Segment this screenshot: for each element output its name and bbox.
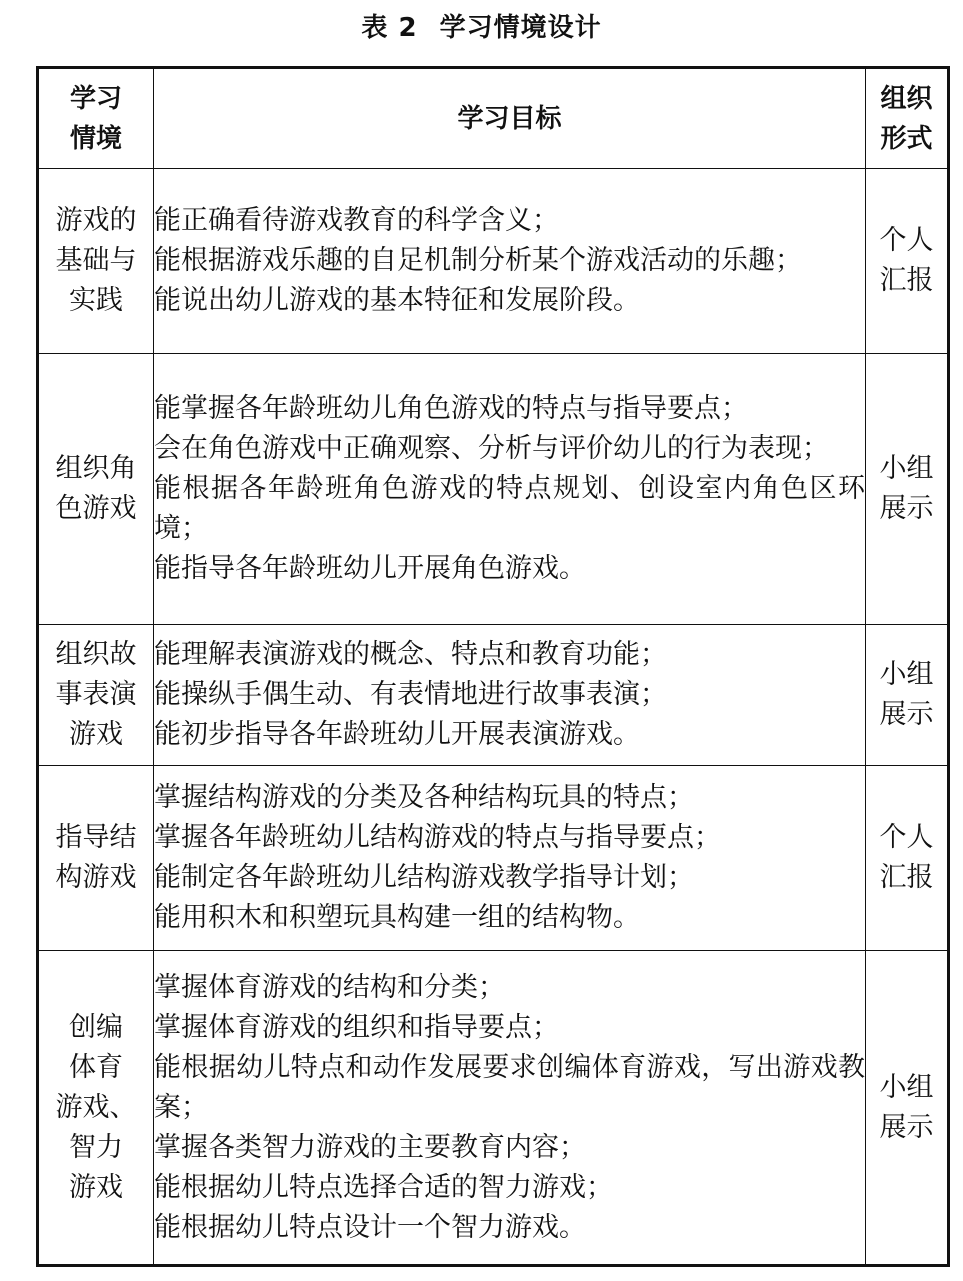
goal-item: 能正确看待游戏教育的科学含义； <box>154 205 559 236</box>
header-situation-line: 情境 <box>69 123 122 154</box>
situation-line: 事表演 <box>55 679 137 710</box>
goals-cell <box>154 951 866 1266</box>
header-form-line: 形式 <box>880 123 933 154</box>
goals-cell <box>154 766 866 951</box>
header-goals: 学习目标 <box>154 68 866 169</box>
header-situation-line: 学习 <box>69 83 122 114</box>
goal-item: 能理解表演游戏的概念、特点和教育功能； <box>154 639 667 670</box>
situation-line: 实践 <box>69 285 123 316</box>
goal-item: 能说出幼儿游戏的基本特征和发展阶段。 <box>154 285 640 316</box>
form-line: 个人 <box>879 225 934 256</box>
goal-item: 掌握各年龄班幼儿结构游戏的特点与指导要点； <box>154 822 721 853</box>
table-row <box>38 169 949 354</box>
form-cell <box>866 169 949 354</box>
form-line: 小组 <box>879 659 934 690</box>
goal-item: 能掌握各年龄班幼儿角色游戏的特点与指导要点； <box>154 393 748 424</box>
situation-line: 游戏的 <box>55 205 137 236</box>
form-cell <box>866 625 949 766</box>
table-caption <box>0 8 963 48</box>
goals-cell <box>154 354 866 625</box>
header-form <box>866 68 949 169</box>
situation-cell <box>38 951 154 1266</box>
situation-line: 游戏、 <box>55 1091 137 1123</box>
situation-line: 构游戏 <box>55 862 137 893</box>
goal-item: 会在角色游戏中正确观察、分析与评价幼儿的行为表现； <box>154 433 829 464</box>
situation-line: 基础与 <box>55 245 137 276</box>
goal-item: 能根据幼儿特点选择合适的智力游戏； <box>154 1171 613 1203</box>
table-row <box>38 766 949 951</box>
goal-item: 能用积木和积塑玩具构建一组的结构物。 <box>154 902 640 933</box>
situation-cell <box>38 354 154 625</box>
goals-cell <box>154 169 866 354</box>
situation-line: 体育 <box>69 1051 123 1083</box>
situation-line: 游戏 <box>69 1171 123 1203</box>
form-cell <box>866 951 949 1266</box>
goal-item: 能初步指导各年龄班幼儿开展表演游戏。 <box>154 719 640 750</box>
form-cell <box>866 766 949 951</box>
goal-item: 能指导各年龄班幼儿开展角色游戏。 <box>154 553 586 584</box>
situation-line: 组织角 <box>55 453 137 484</box>
form-cell <box>866 354 949 625</box>
table-row <box>38 951 949 1266</box>
header-situation <box>38 68 154 169</box>
situation-line: 指导结 <box>55 822 137 853</box>
form-line: 汇报 <box>879 265 934 296</box>
table-header <box>38 68 949 169</box>
goal-item: 掌握体育游戏的结构和分类； <box>154 971 505 1003</box>
goal-item: 能根据幼儿特点和动作发展要求创编体育游戏，写出游戏教案； <box>154 1051 865 1123</box>
situation-cell <box>38 169 154 354</box>
form-line: 展示 <box>879 1111 934 1143</box>
learning-situation-table <box>36 66 950 1267</box>
form-line: 小组 <box>879 1071 934 1103</box>
goals-cell <box>154 625 866 766</box>
goal-item: 能操纵手偶生动、有表情地进行故事表演； <box>154 679 667 710</box>
table-title: 学习情境设计 <box>439 13 602 43</box>
situation-cell <box>38 625 154 766</box>
situation-line: 创编 <box>69 1011 123 1043</box>
situation-cell <box>38 766 154 951</box>
table-number: 表 2 <box>361 13 418 43</box>
goal-item: 掌握各类智力游戏的主要教育内容； <box>154 1131 586 1163</box>
header-row <box>38 68 949 169</box>
header-form-line: 组织 <box>880 83 933 114</box>
goal-item: 能根据游戏乐趣的自足机制分析某个游戏活动的乐趣； <box>154 245 802 276</box>
form-line: 展示 <box>879 493 934 524</box>
table-body <box>38 169 949 1266</box>
goal-item: 能制定各年龄班幼儿结构游戏教学指导计划； <box>154 862 694 893</box>
form-line: 个人 <box>879 822 934 853</box>
situation-line: 色游戏 <box>55 493 137 524</box>
goal-item: 能根据各年龄班角色游戏的特点规划、创设室内角色区环境； <box>154 473 865 544</box>
form-line: 汇报 <box>879 862 934 893</box>
form-line: 小组 <box>879 453 934 484</box>
table-row <box>38 354 949 625</box>
situation-line: 智力 <box>69 1131 123 1163</box>
goal-item: 掌握体育游戏的组织和指导要点； <box>154 1011 559 1043</box>
table-row <box>38 625 949 766</box>
form-line: 展示 <box>879 699 934 730</box>
situation-line: 组织故 <box>55 639 137 670</box>
goal-item: 能根据幼儿特点设计一个智力游戏。 <box>154 1211 586 1243</box>
situation-line: 游戏 <box>69 719 123 750</box>
goal-item: 掌握结构游戏的分类及各种结构玩具的特点； <box>154 782 694 813</box>
